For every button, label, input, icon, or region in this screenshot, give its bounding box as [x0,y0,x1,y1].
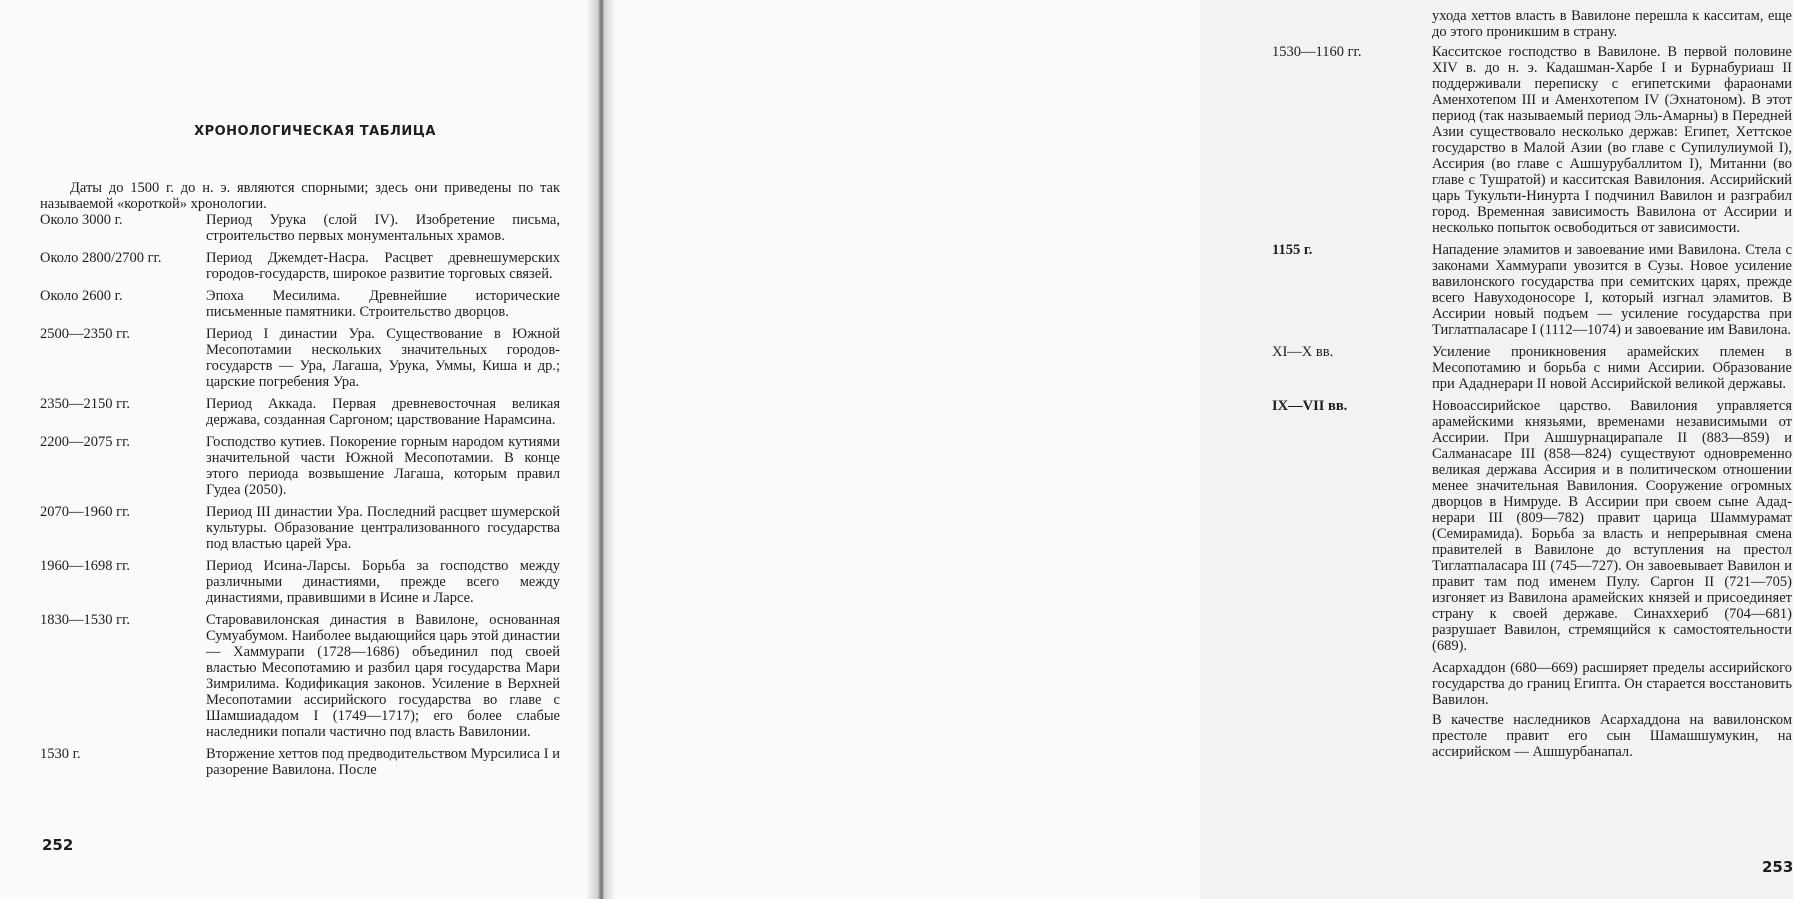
entry-text: Период I династии Ура. Существование в Южной Месопотамии нескольких значительных городов-государств — Ура, Лагаша, Урука, Уммы, Киша и др.; царские погребения Ура. [206,326,560,390]
entry-date: 1960—1698 гг. [40,558,131,574]
entry-text: Новоассирийское царство. Вавилония управляется арамейскими князьями, временами независимыми от Ассирии. При Ашшурнацирапале II (883—859) и Салманасаре III (858—824) существуют одновременно великая держава Ассирия и в политическом отношении менее значительная Вавилония. Сооружение огромных дворцов в Нимруде. В Ассирии при своем сыне Адад-нерари III (809—782) правит царица Шаммурамат (Семирамида). Борьба за власть и непрерывная смена правителей в Вавилоне до вступления на престол Тиглатпаласара III (745—727). Он завоевывает Вавилон и правит там под именем Пулу. Саргон II (721—705) изгоняет из Вавилона арамейских князей и присоединяет страну к своей державе. Синаххериб (704—681) разрушает Вавилон, стремящийся к самостоятельности (689). [1432,398,1792,654]
table-row [40,746,560,778]
table-row [1272,242,1792,338]
entry-date: 1155 г. [1272,242,1313,258]
entry-text: Старовавилонская династия в Вавилоне, основанная Сумуабумом. Наиболее выдающийся царь этой династии — Хаммурапи (1728—1686) объединил под своей властью Месопотамию и разбил царя государства Мари Зимрилима. Кодификация законов. Усиление в Верхней Месопотамии ассирийского государства во главе с Шамшиададом I (1749—1717); его более слабые наследники попали частично под власть Вавилонии. [206,612,560,740]
entry-text: Период Аккада. Первая древневосточная великая держава, созданная Саргоном; царствование Нарамсина. [206,396,560,428]
entry-text: Вторжение хеттов под предводительством Мурсилиса I и разорение Вавилона. После [206,746,560,778]
table-row [40,504,560,552]
entry-text: Период Джемдет-Насра. Расцвет древнешумерских городов-государств, широкое развитие торговых связей. [206,250,560,282]
entry-date: 2500—2350 гг. [40,326,131,342]
left-page [0,0,598,899]
table-row [1272,44,1792,236]
entry-date: Около 3000 г. [40,212,123,228]
continuation-text: ухода хеттов власть в Вавилоне перешла к касситам, еще до этого проникшим в страну. [1432,8,1792,40]
entry-text: Усиление проникновения арамейских племен в Месопотамию и борьба с ними Ассирии. Образование при Ададнерари II новой Ассирийской великой державы. [1432,344,1792,392]
entry-date: Около 2800/2700 гг. [40,250,162,266]
entry-date: 2200—2075 гг. [40,434,131,450]
entry-date: 2350—2150 гг. [40,396,131,412]
entry-date: XI—X вв. [1272,344,1334,360]
page-title: ХРОНОЛОГИЧЕСКАЯ ТАБЛИЦА [194,124,436,139]
entry-text: Нападение эламитов и завоевание ими Вавилона. Стела с законами Хаммурапи увозится в Сузы. Новое усиление вавилонского государства при семитских царях, прежде всего Навуходоносоре I, который изгнал эламитов. В Ассирии новый подъем — усиление государства при Тиглатпаласаре I (1112—1074) и завоевание им Вавилона. [1432,242,1792,338]
table-row [40,612,560,740]
continuation-text: В качестве наследников Асархаддона на вавилонском престоле правит его сын Шамашшумукин, на ассирийском — Ашшурбанапал. [1432,712,1792,760]
table-row [40,326,560,390]
table-row [40,212,560,244]
entry-date: Около 2600 г. [40,288,123,304]
entry-date: IX—VII вв. [1272,398,1348,414]
page-number: 253 [1762,858,1793,876]
entry-text: Эпоха Месилима. Древнейшие исторические письменные памятники. Строительство дворцов. [206,288,560,320]
entry-text: Касситское господство в Вавилоне. В первой половине XIV в. до н. э. Кадашман-Харбе I и Бурнабуриаш II поддерживали переписку с египетскими фараонами Аменхотепом III и Аменхотепом IV (Эхнатоном). В этот период (так называемый период Эль-Амарны) в Передней Азии существовало несколько держав: Египет, Хеттское государство в Малой Азии (во главе с Супилулиумой I), Ассирия (во главе с Ашшурубаллитом I), Митанни (во главе с Тушратой) и касситская Вавилония. Ассирийский царь Тукульти-Нинурта I подчинил Вавилон и разграбил город. Временная зависимость Вавилона от Ассирии и несколько попыток освободиться от зависимости. [1432,44,1792,236]
table-row [40,250,560,282]
entry-date: 1530—1160 гг. [1272,44,1362,60]
intro-paragraph: Даты до 1500 г. до н. э. являются спорными; здесь они приведены по так называемой «короткой» хронологии. [40,180,560,212]
entry-date: 1530 г. [40,746,81,762]
book-gutter-shadow [586,0,616,899]
table-row [40,558,560,606]
chronology-table-right [1272,8,1792,764]
table-row [40,288,560,320]
entry-date: 2070—1960 гг. [40,504,131,520]
right-page [602,0,1793,899]
page-number: 252 [42,836,74,854]
table-row [40,434,560,498]
entry-text: Период III династии Ура. Последний расцвет шумерской культуры. Образование централизованного государства под властью царей Ура. [206,504,560,552]
entry-text: Период Урука (слой IV). Изобретение письма, строительство первых монументальных храмов. [206,212,560,244]
chronology-table-left [40,212,560,784]
continuation-text: Асархаддон (680—669) расширяет пределы ассирийского государства до границ Египта. Он старается восстановить Вавилон. [1432,660,1792,708]
entry-text: Господство кутиев. Покорение горным народом кутиями значительной части Южной Месопотамии. В конце этого периода возвышение Лагаша, которым правил Гудеа (2050). [206,434,560,498]
entry-text: Период Исина-Ларсы. Борьба за господство между различными династиями, прежде всего между династиями, правившими в Исине и Ларсе. [206,558,560,606]
table-row [40,396,560,428]
table-row [1272,344,1792,392]
table-row [1272,398,1792,654]
entry-date: 1830—1530 гг. [40,612,131,628]
